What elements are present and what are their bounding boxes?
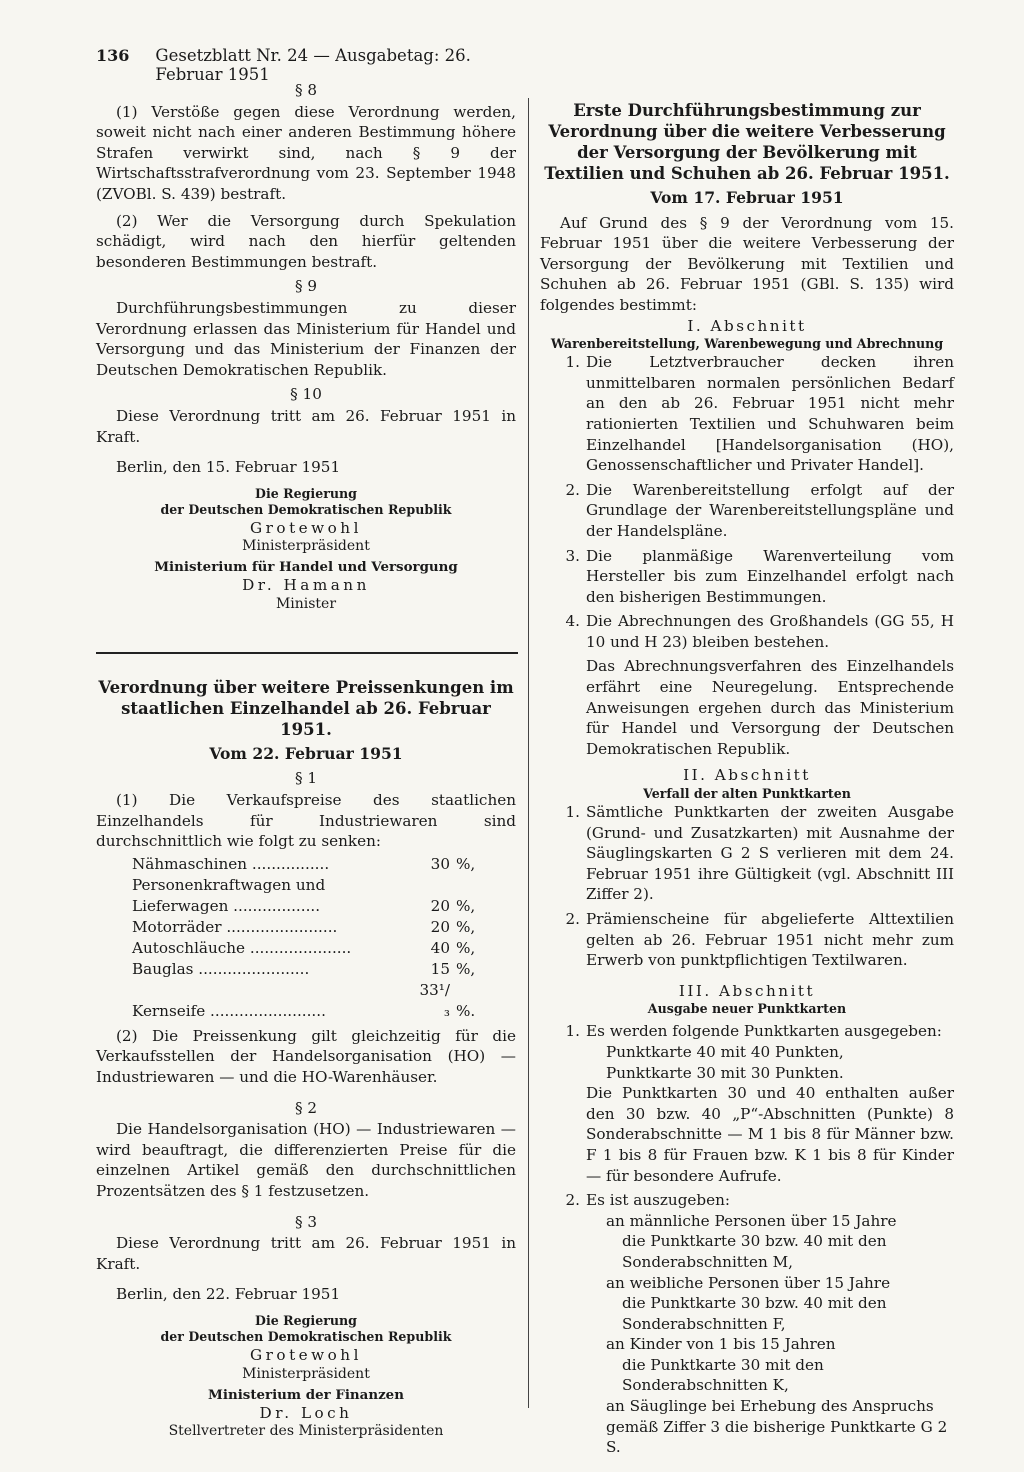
reduction-value: 40: [430, 938, 450, 957]
paragraph: Die Punktkarten 30 und 40 enthalten außer den 30 bzw. 40 „P“-Abschnitten (Punkte) 8 Sonderabschnitte — M 1 bis 8 für Männer bzw. F 1 bis 8 für Frauen bzw. K 1 bis 8 für Kinder — für besondere Aufrufe.: [586, 1084, 954, 1185]
decree-date: Vom 22. Februar 1951: [209, 743, 403, 763]
section-title: § 1: [294, 769, 318, 788]
list-item: [540, 546, 954, 608]
item-text: Sämtliche Punktkarten der zweiten Ausgabe (Grund- und Zusatzkarten) mit Ausnahme der Säuglingskarten G 2 S verlieren mit dem 24. Februar 1951 ihre Gültigkeit (vgl. Abschnitt III Ziffer 2).: [586, 803, 954, 904]
issue-recipient: an Säuglinge bei Erhebung des Anspruchs gemäß Ziffer 3 die bisherige Punktkarte G 2 S.: [606, 1397, 948, 1457]
place-date: Berlin, den 22. Februar 1951: [116, 1285, 341, 1304]
item-text: Die Abrechnungen des Großhandels (GG 55, H 10 und H 23) bleiben bestehen.: [586, 612, 954, 651]
item-number: 2.: [565, 1191, 580, 1210]
section-title: § 2: [294, 1098, 318, 1117]
reduction-unit: %,: [456, 959, 476, 978]
signature-ministry: Ministerium der Finanzen: [208, 1386, 404, 1403]
article-name: Personenkraftwagen und Lieferwagen ..................: [132, 875, 326, 915]
left-column: [96, 76, 516, 1440]
price-row: [132, 938, 475, 959]
list-item: [540, 611, 954, 652]
issue-card: die Punktkarte 30 bzw. 40 mit den Sonderabschnitten M,: [622, 1232, 887, 1271]
reduction-value: 20: [430, 917, 450, 936]
abschnitt-title: II. Abschnitt: [683, 766, 811, 785]
price-row: [132, 854, 475, 875]
abschnitt-2-list: [540, 802, 954, 971]
item-text: Es ist auszugeben:: [586, 1191, 731, 1210]
reduction-value: 30: [430, 854, 450, 873]
signature-org: der Deutschen Demokratischen Republik: [160, 501, 452, 517]
section-title: § 3: [294, 1212, 318, 1231]
issue-list: [540, 1211, 954, 1458]
price-row: [132, 959, 475, 980]
card-line: Punktkarte 40 mit 40 Punkten,: [606, 1042, 844, 1061]
abschnitt-1-list: [540, 352, 954, 652]
item-number: 3.: [565, 546, 580, 565]
paragraph: (2) Wer die Versorgung durch Spekulation schädigt, wird nach den hierfür geltenden besonderen Bestimmungen bestraft.: [96, 211, 516, 271]
article-name: Motorräder .......................: [132, 917, 338, 936]
item-number: 4.: [565, 612, 580, 631]
reduction-value: 15: [430, 959, 450, 978]
abschnitt-subtitle: Warenbereitstellung, Warenbewegung und Abrechnung: [550, 336, 944, 352]
section-title: § 9: [294, 277, 318, 296]
signatory-title: Minister: [275, 595, 337, 612]
header-title: Gesetzblatt Nr. 24 — Ausgabetag: 26. Februar 1951: [155, 46, 471, 84]
item-number: 1.: [565, 353, 580, 372]
signature-org: Die Regierung: [255, 485, 357, 501]
price-row: [132, 875, 475, 917]
right-column: [540, 100, 954, 1458]
signatory-title: Stellvertreter des Ministerpräsidenten: [168, 1423, 444, 1440]
article-name: Bauglas .......................: [132, 959, 310, 978]
item-number: 1.: [565, 1022, 580, 1041]
reduction-unit: %,: [456, 938, 476, 957]
item-text: Es werden folgende Punktkarten ausgegeben:: [586, 1022, 942, 1041]
reduction-unit: %,: [456, 854, 476, 873]
paragraph: (2) Die Preissenkung gilt gleichzeitig für die Verkaufsstellen der Handelsorganisation (HO) — Industriewaren — und die HO-Warenhäuser.: [96, 1026, 516, 1087]
paragraph: Diese Verordnung tritt am 26. Februar 1951 in Kraft.: [96, 406, 516, 446]
item-number: 1.: [565, 803, 580, 822]
signature-ministry: Ministerium für Handel und Versorgung: [154, 559, 458, 576]
signatory-name: Grotewohl: [250, 518, 362, 537]
abschnitt-subtitle: Verfall der alten Punktkarten: [643, 786, 851, 802]
section-title: § 10: [290, 385, 322, 404]
decree-heading: Verordnung über weitere Preissenkungen im staatlichen Einzelhandel ab 26. Februar 1951.: [98, 677, 514, 739]
article-name: Autoschläuche .....................: [132, 938, 352, 957]
paragraph: Diese Verordnung tritt am 26. Februar 1951 in Kraft.: [96, 1234, 516, 1273]
signatory-title: Ministerpräsident: [242, 538, 370, 555]
price-reduction-table: [132, 854, 475, 1022]
abschnitt-title: III. Abschnitt: [678, 981, 816, 1000]
issue-card: die Punktkarte 30 mit den Sonderabschnitten K,: [622, 1355, 824, 1395]
signatory-name: Grotewohl: [250, 1345, 362, 1364]
item-text: Die Letztverbraucher decken ihren unmittelbaren normalen persönlichen Bedarf an den ab 26. Februar 1951 nicht mehr rationierten Textilien und Schuhwaren beim Einzelhandel [Handelsorganisation (HO), Genossenschaftlicher und Privater Handel].: [586, 353, 954, 475]
reduction-value: 20: [430, 896, 450, 915]
abschnitt-subtitle: Ausgabe neuer Punktkarten: [647, 1001, 847, 1017]
signatory-name: Dr. Hamann: [242, 576, 370, 595]
item-number: 2.: [565, 480, 580, 499]
item-text: Die planmäßige Warenverteilung vom Hersteller bis zum Einzelhandel erfolgt nach den bisherigen Bestimmungen.: [586, 546, 954, 606]
reduction-unit: %.: [456, 1001, 476, 1020]
paragraph: (1) Verstöße gegen diese Verordnung werden, soweit nicht nach einer anderen Bestimmung höhere Strafen verwirkt sind, nach § 9 der Wirtschaftsstrafverordnung vom 23. September 1948 (ZVOBl. S. 439) bestraft.: [96, 102, 516, 203]
item-number: 2.: [565, 910, 580, 928]
reduction-value: 33¹/₃: [419, 980, 450, 1020]
paragraph: Durchführungsbestimmungen zu dieser Verordnung erlassen das Ministerium für Handel und Versorgung und das Ministerium der Finanzen der Deutschen Demokratischen Republik.: [96, 298, 516, 379]
abschnitt-title: I. Abschnitt: [687, 316, 807, 335]
paragraph: Die Handelsorganisation (HO) — Industriewaren — wird beauftragt, die differenzierten Preise für die einzelnen Artikel gemäß den durchschnittlichen Prozentsätzen des § 1 festzusetzen.: [96, 1120, 516, 1200]
column-divider: [528, 98, 529, 1408]
article-name: Nähmaschinen ................: [132, 854, 330, 873]
signature-org: Die Regierung: [255, 1312, 357, 1328]
decree-date: Vom 17. Februar 1951: [650, 188, 844, 207]
paragraph: Das Abrechnungsverfahren des Einzelhandels erfährt eine Neuregelung. Entsprechende Anweisungen ergehen durch das Ministerium für Handel und Versorgung der Deutschen Demokratischen Republik.: [586, 657, 954, 758]
price-row: [132, 980, 475, 1022]
card-line: Punktkarte 30 mit 30 Punkten.: [606, 1063, 844, 1082]
issue-card: die Punktkarte 30 bzw. 40 mit den Sonderabschnitten F,: [622, 1294, 887, 1333]
article-name: Kernseife ........................: [132, 1001, 326, 1020]
list-item: [540, 1190, 954, 1211]
list-item: [540, 802, 954, 905]
issue-recipient: an Kinder von 1 bis 15 Jahren: [606, 1335, 836, 1354]
signatory-name: Dr. Loch: [259, 1403, 353, 1422]
list-item: [540, 1021, 954, 1042]
reduction-unit: %,: [456, 917, 476, 936]
list-item: [540, 909, 954, 971]
item-text: Prämienscheine für abgelieferte Alttextilien gelten ab 26. Februar 1951 nicht mehr zum Erwerb von punktpflichtigen Textilwaren.: [586, 910, 954, 970]
section-title: § 8: [294, 81, 318, 99]
paragraph: (1) Die Verkaufspreise des staatlichen Einzelhandels für Industriewaren sind durchschnittlich wie folgt zu senken:: [96, 791, 516, 851]
decree-heading: Erste Durchführungsbestimmung zur Verordnung über die weitere Verbesserung der Versorgung der Bevölkerung mit Textilien und Schuhen ab 26. Februar 1951.: [544, 101, 950, 183]
reduction-unit: %,: [456, 896, 476, 915]
issue-recipient: an männliche Personen über 15 Jahre: [606, 1211, 897, 1230]
issue-recipient: an weibliche Personen über 15 Jahre: [606, 1273, 891, 1292]
paragraph: Auf Grund des § 9 der Verordnung vom 15. Februar 1951 über die weitere Verbesserung der Versorgung der Bevölkerung mit Textilien und Schuhen ab 26. Februar 1951 (GBl. S. 135) wird folgendes bestimmt:: [540, 213, 954, 314]
list-item: [540, 480, 954, 542]
signature-org: der Deutschen Demokratischen Republik: [160, 1328, 452, 1344]
page-number: 136: [96, 46, 130, 65]
item-text: Die Warenbereitstellung erfolgt auf der Grundlage der Warenbereitstellungspläne und der Handelspläne.: [586, 480, 954, 540]
price-row: [132, 917, 475, 938]
list-item: [540, 352, 954, 476]
signatory-title: Ministerpräsident: [242, 1365, 370, 1382]
place-date: Berlin, den 15. Februar 1951: [116, 458, 341, 477]
